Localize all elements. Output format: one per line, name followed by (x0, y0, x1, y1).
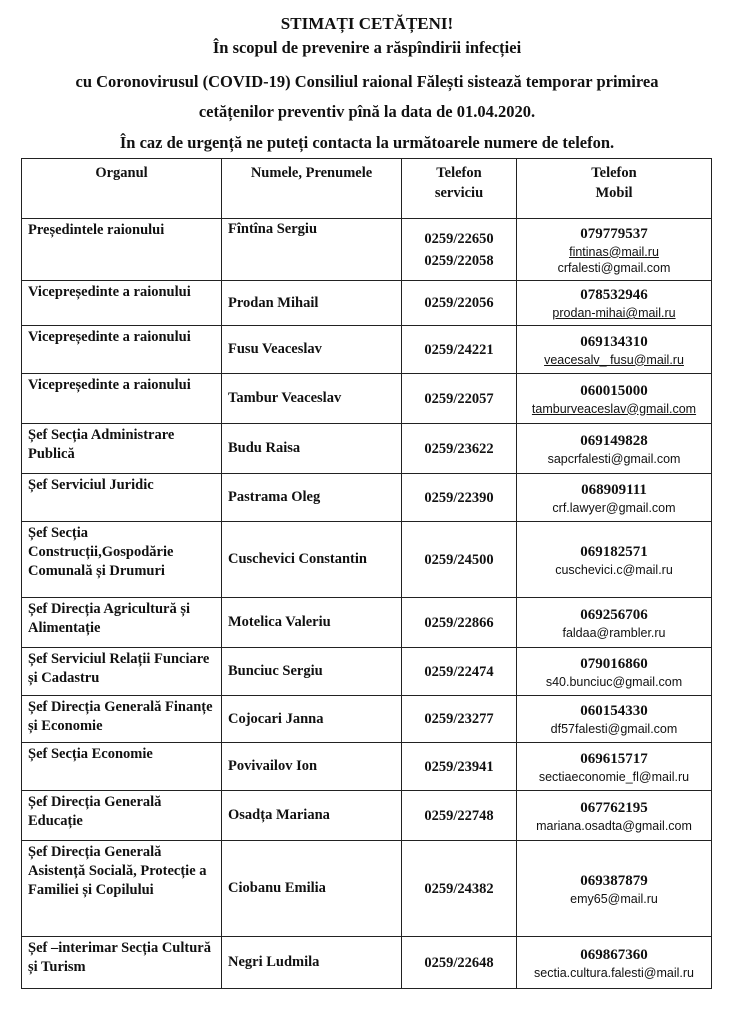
table-row (22, 841, 712, 937)
mobile-cell (517, 841, 712, 937)
email-link[interactable]: crf.lawyer@gmail.com (552, 500, 676, 515)
mobile-cell (517, 598, 712, 648)
email-link[interactable]: fintinas@mail.ru (569, 244, 659, 259)
table-row (22, 474, 712, 522)
name-cell: Bunciuc Sergiu (222, 648, 402, 696)
column-header-tel: Telefon serviciu (402, 159, 517, 219)
tel-cell: 0259/22748 (402, 791, 517, 841)
email-link[interactable]: tamburveaceslav@gmail.com (531, 401, 697, 416)
mobile-number: 078532946 (580, 287, 648, 303)
organ-cell: Șef Secția Construcții,Gospodărie Comunală și Drumuri (22, 522, 222, 598)
mobile-number: 060154330 (580, 703, 648, 719)
name-cell: Pastrama Oleg (222, 474, 402, 522)
organ-cell: Șef Secția Economie (22, 743, 222, 791)
tel-cell: 0259/22866 (402, 598, 517, 648)
table-row (22, 743, 712, 791)
organ-cell: Vicepreședinte a raionului (22, 281, 222, 326)
name-cell: Fusu Veaceslav (222, 326, 402, 374)
table-row (22, 598, 712, 648)
announcement-title: STIMAȚI CETĂȚENI! (280, 14, 454, 33)
email-link[interactable]: emy65@mail.ru (570, 891, 658, 906)
mobile-cell (517, 696, 712, 743)
email-link[interactable]: faldaa@rambler.ru (562, 625, 666, 640)
mobile-cell (517, 326, 712, 374)
column-header-name: Numele, Prenumele (222, 159, 402, 219)
tel-cell: 0259/22650 0259/22058 (402, 219, 517, 281)
email-link[interactable]: crfalesti@gmail.com (557, 260, 671, 275)
mobile-cell (517, 648, 712, 696)
announcement-line-1: În scopul de prevenire a răspîndirii infecției (212, 38, 522, 57)
organ-cell: Șef Serviciul Relații Funciare și Cadastru (22, 648, 222, 696)
email-link[interactable]: s40.bunciuc@gmail.com (545, 674, 683, 689)
mobile-number: 067762195 (580, 799, 648, 816)
name-cell: Cojocari Janna (222, 696, 402, 743)
mobile-cell (517, 791, 712, 841)
organ-cell: Șef Direcția Agricultură și Alimentație (22, 598, 222, 648)
mobile-cell (517, 219, 712, 281)
tel-cell: 0259/22648 (402, 937, 517, 989)
name-cell: Ciobanu Emilia (222, 841, 402, 937)
name-cell: Fîntîna Sergiu (222, 219, 402, 281)
name-cell: Cuschevici Constantin (222, 522, 402, 598)
mobile-cell (517, 937, 712, 989)
name-cell: Budu Raisa (222, 424, 402, 474)
announcement-line-4: În caz de urgență ne puteți contacta la următoarele numere de telefon. (119, 133, 615, 152)
tel-cell: 0259/22474 (402, 648, 517, 696)
organ-cell: Șef Direcția Generală Educație (22, 791, 222, 841)
table-row (22, 219, 712, 281)
email-link[interactable]: prodan-mihai@mail.ru (552, 306, 676, 320)
table-row (22, 791, 712, 841)
mobile-cell (517, 374, 712, 424)
organ-cell: Șef –interimar Secția Cultură și Turism (22, 937, 222, 989)
contacts-table (21, 158, 712, 989)
name-cell: Tambur Veaceslav (222, 374, 402, 424)
mobile-cell (517, 522, 712, 598)
email-link[interactable]: veacesalv_ fusu@mail.ru (544, 352, 684, 367)
tel-cell: 0259/22057 (402, 374, 517, 424)
mobile-number: 079016860 (580, 655, 648, 672)
mobile-number: 079779537 (580, 225, 648, 242)
mobile-cell (517, 743, 712, 791)
name-cell: Povivailov Ion (222, 743, 402, 791)
email-link[interactable]: df57falesti@gmail.com (550, 722, 678, 736)
mobile-cell (517, 281, 712, 326)
name-cell: Prodan Mihail (222, 281, 402, 326)
mobile-number: 069182571 (580, 543, 648, 560)
tel-cell: 0259/23277 (402, 696, 517, 743)
organ-cell: Vicepreședinte a raionului (22, 374, 222, 424)
email-link[interactable]: sapcrfalesti@gmail.com (547, 451, 681, 466)
column-header-organ: Organul (22, 159, 222, 219)
mobile-number: 069149828 (580, 432, 648, 449)
table-row (22, 937, 712, 989)
announcement-line-3: cetățenilor preventiv pînă la data de 01.04.2020. (198, 102, 536, 121)
name-cell: Motelica Valeriu (222, 598, 402, 648)
table-row (22, 648, 712, 696)
organ-cell: Șef Direcția Generală Finanțe și Economie (22, 696, 222, 743)
table-row (22, 696, 712, 743)
name-cell: Negri Ludmila (222, 937, 402, 989)
mobile-cell (517, 424, 712, 474)
tel-cell: 0259/22390 (402, 474, 517, 522)
mobile-number: 069256706 (580, 606, 648, 623)
email-link[interactable]: mariana.osadta@gmail.com (536, 818, 692, 833)
column-header-mobile: Telefon Mobil (517, 159, 712, 219)
mobile-number: 069615717 (580, 750, 648, 767)
table-row (22, 281, 712, 326)
mobile-number: 069134310 (580, 333, 648, 350)
tel-cell: 0259/23941 (402, 743, 517, 791)
tel-cell: 0259/24221 (402, 326, 517, 374)
mobile-number: 069867360 (580, 946, 648, 963)
organ-cell: Șef Serviciul Juridic (22, 474, 222, 522)
tel-cell: 0259/22056 (402, 281, 517, 326)
email-link[interactable]: sectiaeconomie_fl@mail.ru (538, 769, 690, 784)
tel-cell: 0259/24382 (402, 841, 517, 937)
organ-cell: Vicepreședinte a raionului (22, 326, 222, 374)
table-row (22, 374, 712, 424)
table-row (22, 326, 712, 374)
organ-cell: Șef Secția Administrare Publică (22, 424, 222, 474)
email-link[interactable]: sectia.cultura.falesti@mail.ru (534, 965, 694, 980)
mobile-number: 069387879 (580, 872, 648, 889)
mobile-number: 068909111 (581, 481, 647, 498)
organ-cell: Șef Direcția Generală Asistență Socială, Protecție a Familiei și Copilului (22, 841, 222, 937)
tel-cell: 0259/24500 (402, 522, 517, 598)
table-row (22, 522, 712, 598)
name-cell: Osadța Mariana (222, 791, 402, 841)
announcement-line-2: cu Coronovirusul (COVID-19) Consiliul raional Fălești sistează temporar primirea (75, 72, 659, 91)
organ-cell: Președintele raionului (22, 219, 222, 281)
table-header-row (22, 159, 712, 219)
table-row (22, 424, 712, 474)
mobile-number: 060015000 (580, 382, 648, 399)
tel-cell: 0259/23622 (402, 424, 517, 474)
mobile-cell (517, 474, 712, 522)
email-link[interactable]: cuschevici.c@mail.ru (555, 562, 673, 577)
